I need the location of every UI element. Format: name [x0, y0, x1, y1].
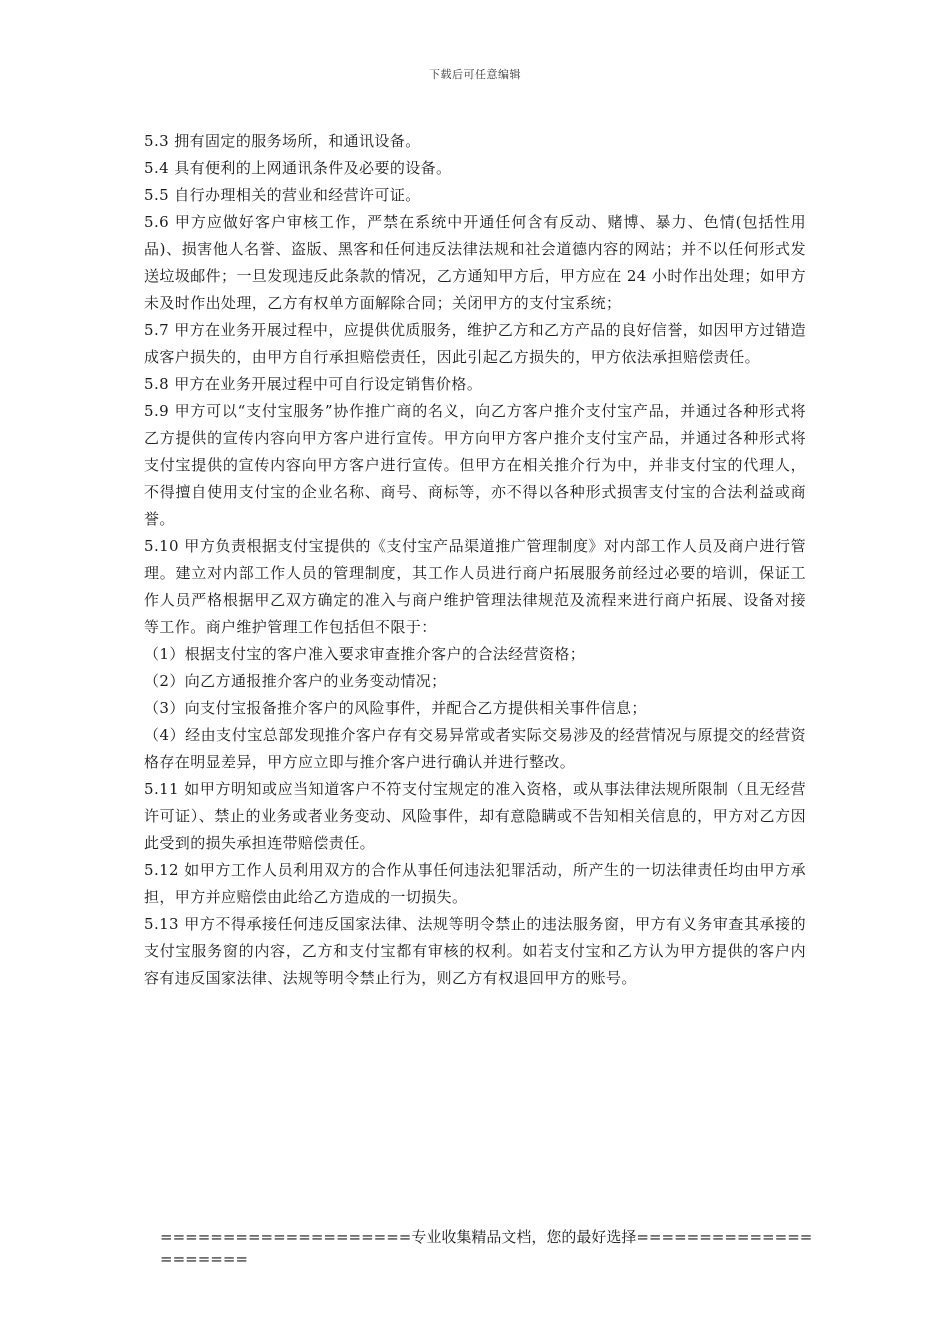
clause-5-8: 5.8 甲方在业务开展过程中可自行设定销售价格。: [144, 375, 483, 393]
clause-5-10-item-2: （2）向乙方通报推介客户的业务变动情况；: [144, 672, 447, 690]
page-footer: [144, 1226, 814, 1270]
clause-5-10-item-4: （4）经由支付宝总部发现推介客户存有交易异常或者实际交易涉及的经营情况与原提交的经营资格存在明显差异，甲方应立即与推介客户进行确认并进行整改。: [144, 726, 806, 771]
clause-5-10-item-1: （1）根据支付宝的客户准入要求审查推介客户的合法经营资格；: [144, 645, 586, 663]
footer-text: ====================专业收集精品文档，您的最好选择=====================: [160, 1228, 813, 1268]
clause-5-11: 5.11 如甲方明知或应当知道客户不符支付宝规定的准入资格，或从事法律法规所限制（且无经营许可证）、禁止的业务或者业务变动、风险事件，却有意隐瞒或不告知相关信息的，甲方对乙方因此受到的损失承担连带赔偿责任。: [144, 780, 806, 852]
clause-5-7: 5.7 甲方在业务开展过程中，应提供优质服务，维护乙方和乙方产品的良好信誉，如因甲方过错造成客户损失的，由甲方自行承担赔偿责任，因此引起乙方损失的，甲方依法承担赔偿责任。: [144, 321, 806, 366]
clause-5-13: 5.13 甲方不得承接任何违反国家法律、法规等明令禁止的违法服务窗，甲方有义务审查其承接的支付宝服务窗的内容，乙方和支付宝都有审核的权利。如若支付宝和乙方认为甲方提供的客户内容有违反国家法律、法规等明令禁止行为，则乙方有权退回甲方的账号。: [144, 915, 806, 987]
clause-5-12: 5.12 如甲方工作人员利用双方的合作从事任何违法犯罪活动，所产生的一切法律责任均由甲方承担，甲方并应赔偿由此给乙方造成的一切损失。: [144, 861, 806, 906]
clause-5-9: 5.9 甲方可以“支付宝服务”协作推广商的名义，向乙方客户推介支付宝产品，并通过各种形式将乙方提供的宣传内容向甲方客户进行宣传。甲方向甲方客户推介支付宝产品，并通过各种形式将支付宝提供的宣传内容向甲方客户进行宣传。但甲方在相关推介行为中，并非支付宝的代理人，不得擅自使用支付宝的企业名称、商号、商标等，亦不得以各种形式损害支付宝的合法利益或商誉。: [144, 402, 806, 528]
clause-5-10: 5.10 甲方负责根据支付宝提供的《支付宝产品渠道推广管理制度》对内部工作人员及商户进行管理。建立对内部工作人员的管理制度，其工作人员进行商户拓展服务前经过必要的培训，保证工作人员严格根据甲乙双方确定的准入与商户维护管理法律规范及流程来进行商户拓展、设备对接等工作。商户维护管理工作包括但不限于：: [144, 537, 806, 636]
clause-5-3: 5.3 拥有固定的服务场所，和通讯设备。: [144, 132, 421, 150]
document-body: [144, 128, 806, 992]
page-header-note: 下载后可任意编辑: [429, 68, 521, 81]
clause-5-4: 5.4 具有便利的上网通讯条件及必要的设备。: [144, 159, 452, 177]
clause-5-6: 5.6 甲方应做好客户审核工作，严禁在系统中开通任何含有反动、赌博、暴力、色情(包括性用品)、损害他人名誉、盗版、黑客和任何违反法律法规和社会道德内容的网站；并不以任何形式发送垃圾邮件；一旦发现违反此条款的情况，乙方通知甲方后，甲方应在 24 小时作出处理；如甲方未及时作出处理，乙方有权单方面解除合同；关闭甲方的支付宝系统；: [144, 213, 806, 312]
clause-5-10-item-3: （3）向支付宝报备推介客户的风险事件，并配合乙方提供相关事件信息；: [144, 699, 647, 717]
clause-5-5: 5.5 自行办理相关的营业和经营许可证。: [144, 186, 421, 204]
